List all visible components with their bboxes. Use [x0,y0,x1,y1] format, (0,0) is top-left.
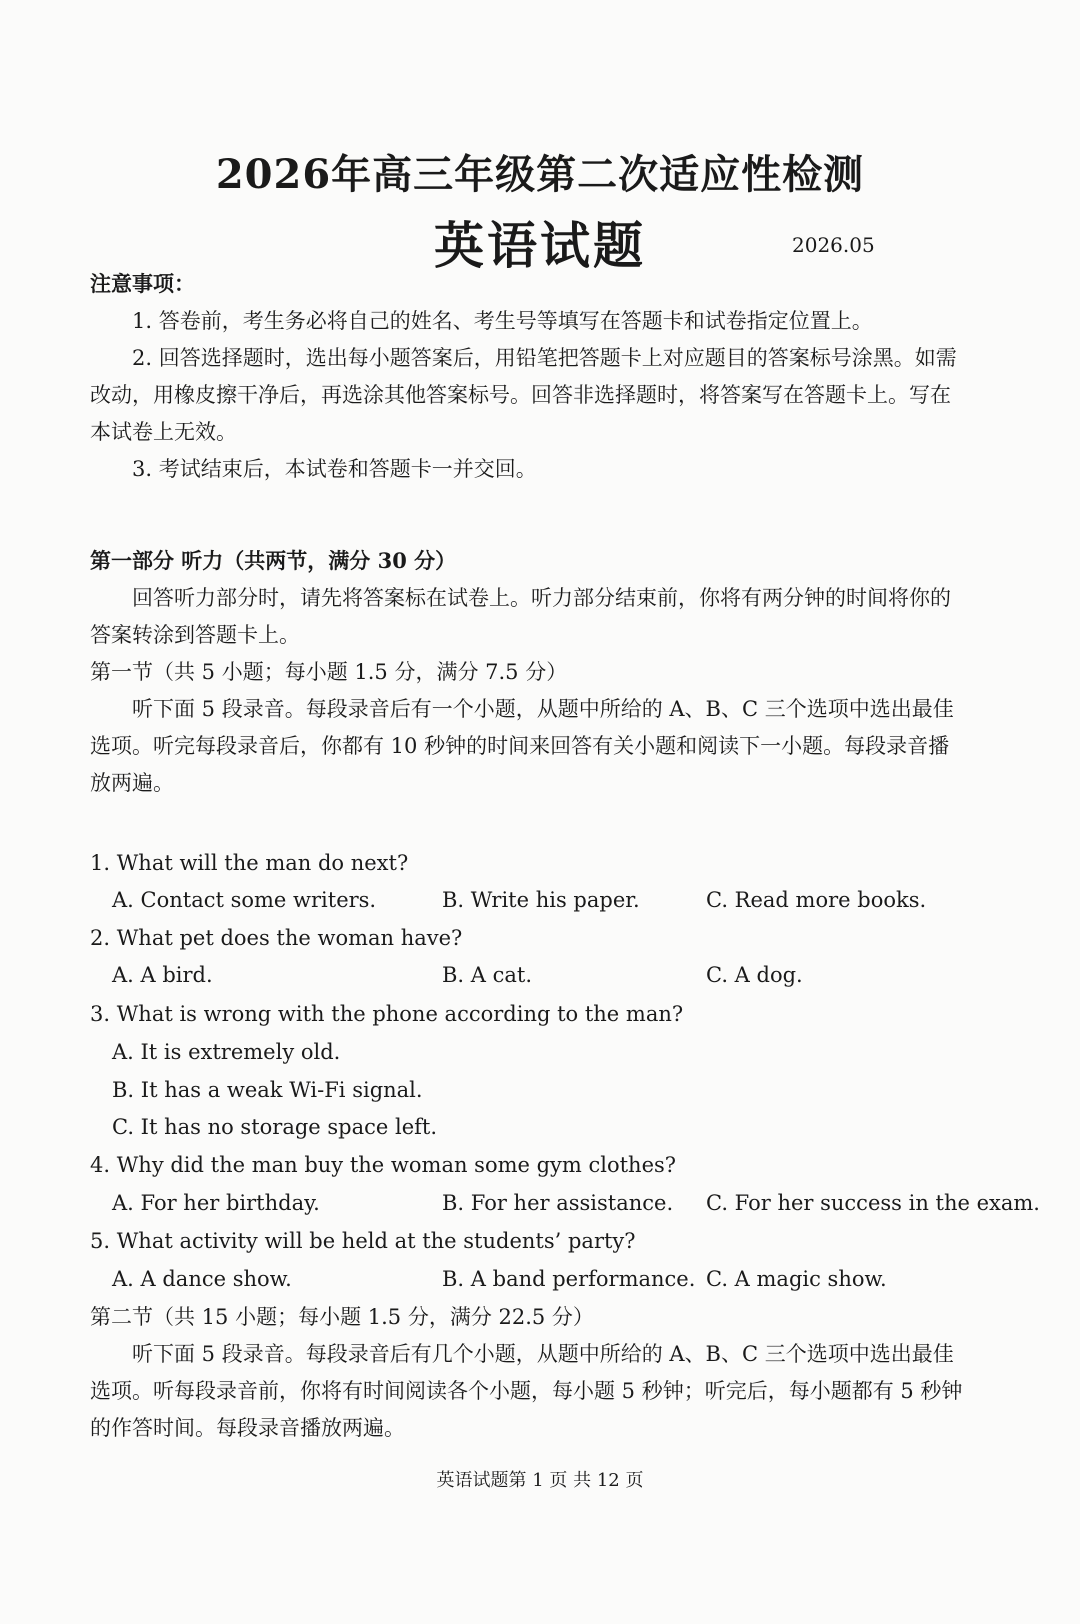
exam-date: 2026.05 [792,233,875,257]
question-5-option-c: C. A magic show. [706,1267,887,1291]
question-5-option-b: B. A band performance. [442,1267,696,1291]
notice-line-5: 3. 考试结束后，本试卷和答题卡一并交回。 [132,457,537,481]
notice-line-2: 2. 回答选择题时，选出每小题答案后，用铅笔把答题卡上对应题目的答案标号涂黑。如需 [132,346,957,370]
part1-heading: 第一部分 听力（共两节，满分 30 分） [90,548,457,573]
notice-line-4: 本试卷上无效。 [90,420,237,444]
question-3-option-b: B. It has a weak Wi-Fi signal. [112,1078,423,1102]
question-3-option-a: A. It is extremely old. [112,1040,341,1064]
section2-intro-line-3: 的作答时间。每段录音播放两遍。 [90,1416,405,1440]
question-2-option-a: A. A bird. [112,963,213,987]
question-5-option-a: A. A dance show. [112,1267,292,1291]
page-footer: 英语试题第 1 页 共 12 页 [436,1470,644,1491]
section2-intro-line-2: 选项。听每段录音前，你将有时间阅读各个小题，每小题 5 秒钟；听完后，每小题都有 5 秒钟 [90,1379,963,1403]
question-4-option-c: C. For her success in the exam. [706,1191,1040,1215]
question-4-option-b: B. For her assistance. [442,1191,674,1215]
exam-title: 2026年高三年级第二次适应性检测 [215,151,865,198]
question-3-option-c: C. It has no storage space left. [112,1115,438,1139]
question-3-stem: 3. What is wrong with the phone according to the man? [90,1002,684,1026]
notice-line-1: 1. 答卷前，考生务必将自己的姓名、考生号等填写在答题卡和试卷指定位置上。 [132,309,873,333]
section1-intro-line-1: 听下面 5 段录音。每段录音后有一个小题，从题中所给的 A、B、C 三个选项中选出最佳 [132,697,954,721]
section1-heading: 第一节（共 5 小题；每小题 1.5 分，满分 7.5 分） [90,660,568,684]
question-4-option-a: A. For her birthday. [112,1191,320,1215]
section2-intro-line-1: 听下面 5 段录音。每段录音后有几个小题，从题中所给的 A、B、C 三个选项中选出最佳 [132,1342,954,1366]
question-1-option-a: A. Contact some writers. [112,888,377,912]
question-2-option-c: C. A dog. [706,963,803,987]
question-1-stem: 1. What will the man do next? [90,851,409,875]
section1-intro-line-2: 选项。听完每段录音后，你都有 10 秒钟的时间来回答有关小题和阅读下一小题。每段录音播 [90,734,950,758]
question-1-option-b: B. Write his paper. [442,888,640,912]
section1-intro-line-3: 放两遍。 [90,771,174,795]
question-4-stem: 4. Why did the man buy the woman some gym clothes? [90,1153,677,1177]
notice-heading: 注意事项： [90,271,195,296]
part1-intro-line-1: 回答听力部分时，请先将答案标在试卷上。听力部分结束前，你将有两分钟的时间将你的 [132,586,951,610]
question-2-stem: 2. What pet does the woman have? [90,926,463,950]
section2-heading: 第二节（共 15 小题；每小题 1.5 分，满分 22.5 分） [90,1305,594,1329]
notice-line-3: 改动，用橡皮擦干净后，再选涂其他答案标号。回答非选择题时，将答案写在答题卡上。写在 [90,383,951,407]
part1-intro-line-2: 答案转涂到答题卡上。 [90,623,300,647]
question-5-stem: 5. What activity will be held at the students’ party? [90,1229,636,1253]
question-1-option-c: C. Read more books. [706,888,927,912]
subject-title: 英语试题 [434,216,646,275]
question-2-option-b: B. A cat. [442,963,533,987]
